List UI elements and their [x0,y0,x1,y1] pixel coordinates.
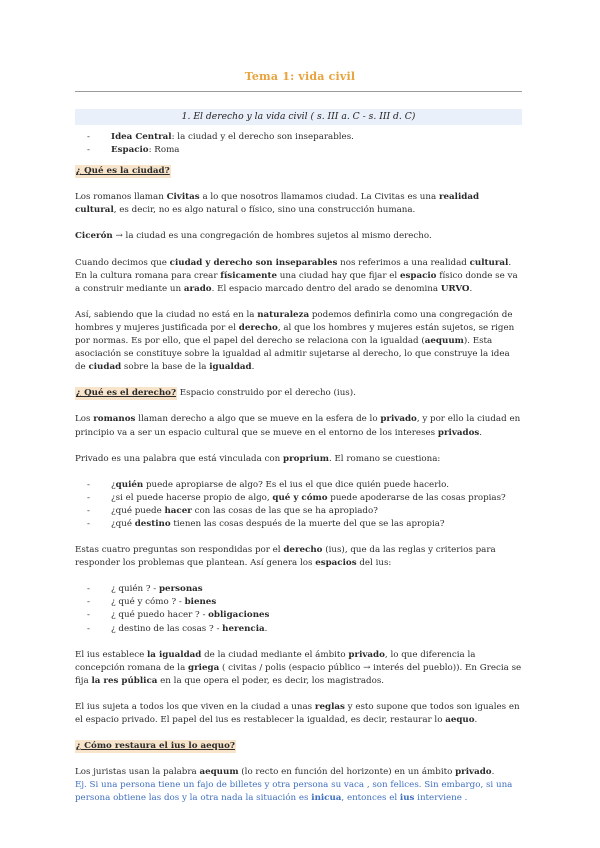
question-item [75,492,522,505]
bullet-dash: - [87,132,90,142]
text: . [469,283,473,294]
text: sobre la base de la [121,362,210,373]
bullet-dash: - [87,479,90,490]
text: . [251,362,255,373]
text: puede apoderarse de las cosas propias? [327,492,506,503]
bold-text: qué y cómo [272,492,328,503]
text: nos referimos a una realidad [337,257,470,268]
document-body [75,131,522,805]
text: ¿qué [111,518,135,529]
paragraph [75,257,522,296]
bold-text: espacios [315,558,357,569]
bold-text: arado [183,283,212,294]
bold-text: hacer [164,505,192,516]
bullet-dash: - [87,492,90,503]
bold-text: herencia [222,623,265,634]
text: Espacio construido por el derecho (ius). [177,388,356,399]
intro-text: : Roma [148,145,180,156]
bold-text: griega [188,662,220,673]
bold-text: destino [134,518,171,529]
bold-text: privados [437,427,480,438]
question-item [75,479,522,492]
bullet-dash: - [87,145,90,156]
paragraph [75,766,522,779]
text: , entonces el [341,793,400,804]
text: Estas cuatro preguntas son respondidas por el [75,545,284,556]
section-heading-text: ¿ Qué es la ciudad? [75,165,171,178]
bullet-dash: - [87,597,90,608]
text: . [479,427,483,438]
page-title: Tema 1: vida civil [244,70,356,83]
text: , lo que diferencia la concepción romana de la [75,649,476,673]
bold-text: la igualdad [147,649,202,660]
bullet-dash: - [87,623,90,634]
bold-text: quién [115,479,144,490]
text: . [491,767,495,778]
bold-text: realidad cultural [75,192,480,216]
text: ¿si el puede hacerse propio de algo, [111,492,273,503]
text: Privado es una palabra que está vinculada con [75,453,284,464]
section-heading-aequo [75,740,522,753]
bold-text: privado [455,767,492,778]
text: Los romanos llaman [75,192,167,203]
paragraph [75,701,522,727]
text: ). Esta asociación se constituye sobre la igualdad al admitir sujetarse al derecho, lo que construye la idea de [75,336,510,373]
bold-text: espacio [399,270,437,281]
text: de la ciudad mediante el ámbito [201,649,349,660]
text: El ius establece [75,649,147,660]
bold-text: derecho [238,322,278,333]
text: . En la cultura romana para crear [75,257,512,281]
space-item [75,596,522,609]
section-heading-text: ¿ Qué es el derecho? [75,387,177,400]
text: Ej. Si una persona tiene un fajo de billetes y otra persona su vaca , son felices. Sin embargo, si una persona obtiene las dos y la otra nada la situación es [75,780,513,804]
text: . [264,623,268,634]
bold-text: cultural [469,257,509,268]
text: tienen las cosas después de la muerte del que se las apropia? [170,518,445,529]
bold-text: ius [399,793,415,804]
paragraph [75,230,522,243]
example-paragraph [75,779,522,805]
intro-text: : la ciudad y el derecho son inseparables. [171,132,354,142]
text: El ius sujeta a todos los que viven en la ciudad a unas [75,701,315,712]
bullet-dash: - [87,610,90,621]
text: a lo que nosotros llamamos ciudad. La Civitas es una [199,192,439,203]
subtitle-banner: 1. El derecho y la vida civil ( s. III a. C - s. III d. C) [75,109,522,125]
paragraph [75,413,522,439]
text: del ius: [356,558,392,569]
text: → la ciudad es una congregación de hombres sujetos al mismo derecho. [112,231,432,242]
text: (ius), que da las reglas y criterios para responder los problemas que plantean. Así genera los [75,545,496,569]
bold-text: privado [380,414,417,425]
paragraph [75,309,522,374]
text: (lo recto en función del horizonte) en un ámbito [238,767,456,778]
bullet-dash: - [87,505,90,516]
text: . El espacio marcado dentro del arado se denomina [211,283,441,294]
bold-text: obligaciones [208,610,270,621]
text: llaman derecho a algo que se mueve en la esfera de lo [135,414,381,425]
section-heading-ciudad [75,165,522,178]
bold-text: ciudad y derecho son inseparables [169,257,338,268]
bold-text: reglas [314,701,345,712]
space-item [75,583,522,596]
bold-text: igualdad [209,362,252,373]
text: ( civitas / polis (espacio público → interés del pueblo)). En Grecia se fija [75,662,522,686]
text: y esto supone que todos son iguales en el espacio privado. El papel del ius es restablecer la igualdad, es decir, restaurar lo [75,701,520,725]
text: en la que opera el poder, es decir, los magistrados. [157,675,385,686]
bold-text: naturaleza [257,309,310,320]
question-item [75,518,522,531]
text: , al que los hombres y mujeres están sujetos, se rigen por normas. Es por ello, que el papel del derecho se relaciona con la igualdad ( [75,322,515,347]
section-heading-derecho [75,387,522,400]
intro-term: Idea Central [111,132,172,142]
paragraph [75,544,522,570]
bold-text: personas [158,584,203,595]
bold-text: proprium [283,453,329,464]
bold-text: aequum [199,767,239,778]
text: físico donde se va a construir mediante un [75,270,518,294]
text: ¿ qué puedo hacer ? - [111,610,209,621]
bullet-dash: - [87,518,90,529]
paragraph [75,649,522,688]
intro-term: Espacio [111,145,149,156]
intro-item [75,144,522,157]
space-item [75,609,522,622]
bold-text: ciudad [88,362,122,373]
bold-text: Civitas [166,192,200,203]
title-divider [75,91,522,92]
text: Los [75,414,94,425]
text: Así, sabiendo que la ciudad no está en la [75,309,258,320]
text: ¿qué puede [111,505,165,516]
text: , y por ello la ciudad en principio va a ser un espacio cultural que se mueve en el entorno de los intereses [75,414,521,438]
question-item [75,505,522,518]
space-item [75,623,522,636]
bold-text: romanos [93,414,136,425]
bullet-dash: - [87,584,90,595]
text: , es decir, no es algo natural o físico, sino una construcción humana. [113,205,416,216]
bold-text: derecho [283,545,323,556]
bold-text: Cicerón [75,231,113,242]
bold-text: la res pública [91,675,158,686]
text: puede apropiarse de algo? Es el ius el que dice quién puede hacerlo. [143,479,449,490]
text: ¿ qué y cómo ? - [111,597,185,608]
intro-item [75,131,522,144]
text: con las cosas de las que se ha apropiado? [191,505,378,516]
bold-text: bienes [184,597,217,608]
text: . El romano se cuestiona: [328,453,441,464]
bold-text: privado [348,649,385,660]
text: una ciudad hay que fijar el [277,270,400,281]
text: podemos definirla como una congregación de hombres y mujeres justificada por el [75,309,513,333]
text: ¿ [111,479,116,490]
text: . [474,715,478,725]
text: Cuando decimos que [75,257,170,268]
text: ¿ quién ? - [111,584,159,595]
bold-text: URVO [440,283,470,294]
text: ¿ destino de las cosas ? - [111,623,223,634]
bold-text: aequo [445,715,475,725]
bold-text: aequum [424,336,464,347]
text: interviene . [414,793,468,804]
paragraph [75,191,522,217]
bold-text: inicua [311,793,342,804]
bold-text: físicamente [220,270,277,281]
section-heading-text: ¿ Cómo restaura el ius lo aequo? [75,740,236,753]
text: Los juristas usan la palabra [75,767,200,778]
paragraph [75,453,522,466]
